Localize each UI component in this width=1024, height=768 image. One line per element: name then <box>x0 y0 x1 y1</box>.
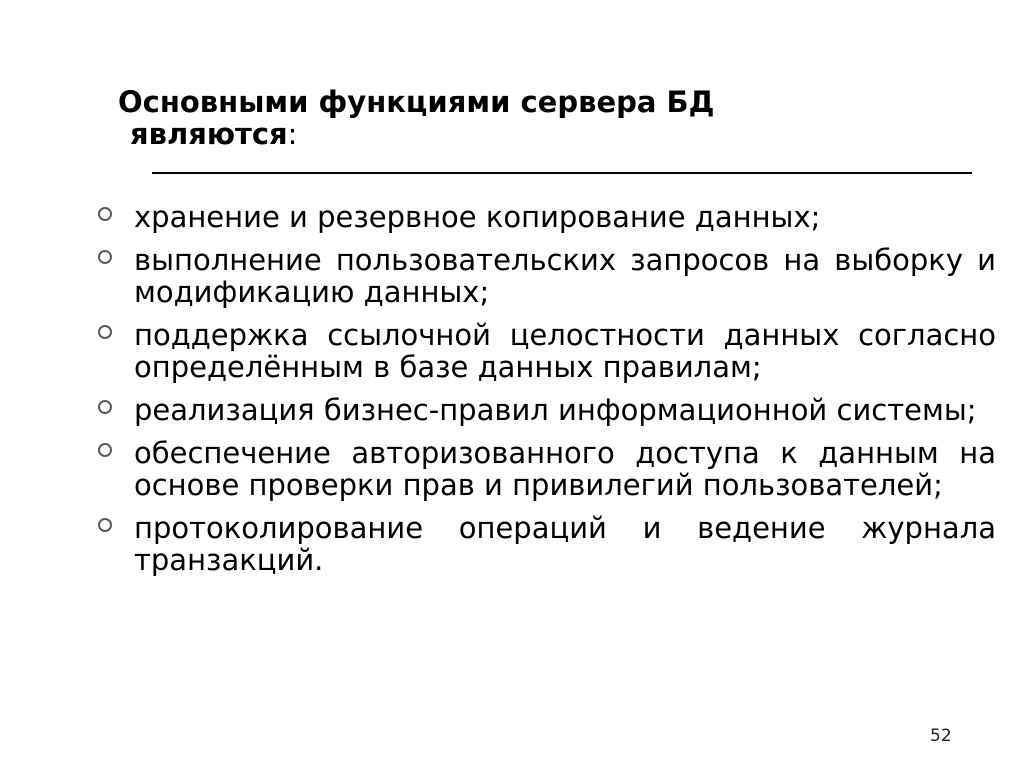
bullet-list <box>96 201 996 587</box>
list-item <box>96 319 996 383</box>
heading-line-2-wrap <box>118 118 878 150</box>
hollow-circle-bullet-icon <box>98 250 112 264</box>
heading-colon: : <box>287 117 298 151</box>
list-item <box>96 201 996 233</box>
hollow-circle-bullet-icon <box>98 325 112 339</box>
bullet-text: хранение и резервное копирование данных; <box>134 200 821 234</box>
list-item <box>96 244 996 308</box>
list-item <box>96 437 996 501</box>
hollow-circle-bullet-icon <box>98 518 112 532</box>
bullet-text: выполнение пользовательских запросов на выборку и модификацию данных; <box>134 243 996 309</box>
heading-line-2: являются <box>130 117 288 151</box>
slide-heading <box>118 86 878 150</box>
bullet-text: протоколирование операций и ведение журнала транзакций. <box>134 511 996 577</box>
hollow-circle-bullet-icon <box>98 400 112 414</box>
hollow-circle-bullet-icon <box>98 207 112 221</box>
hollow-circle-bullet-icon <box>98 443 112 457</box>
bullet-text: поддержка ссылочной целостности данных согласно определённым в базе данных правилам; <box>134 318 996 384</box>
list-item <box>96 394 996 426</box>
bullet-text: обеспечение авторизованного доступа к данным на основе проверки прав и привилегий пользователей; <box>134 436 996 502</box>
heading-line-1: Основными функциями сервера БД <box>118 85 715 119</box>
bullet-text: реализация бизнес-правил информационной системы; <box>134 393 977 427</box>
heading-underline-divider <box>152 172 972 174</box>
page-number: 52 <box>930 726 952 746</box>
list-item <box>96 512 996 576</box>
